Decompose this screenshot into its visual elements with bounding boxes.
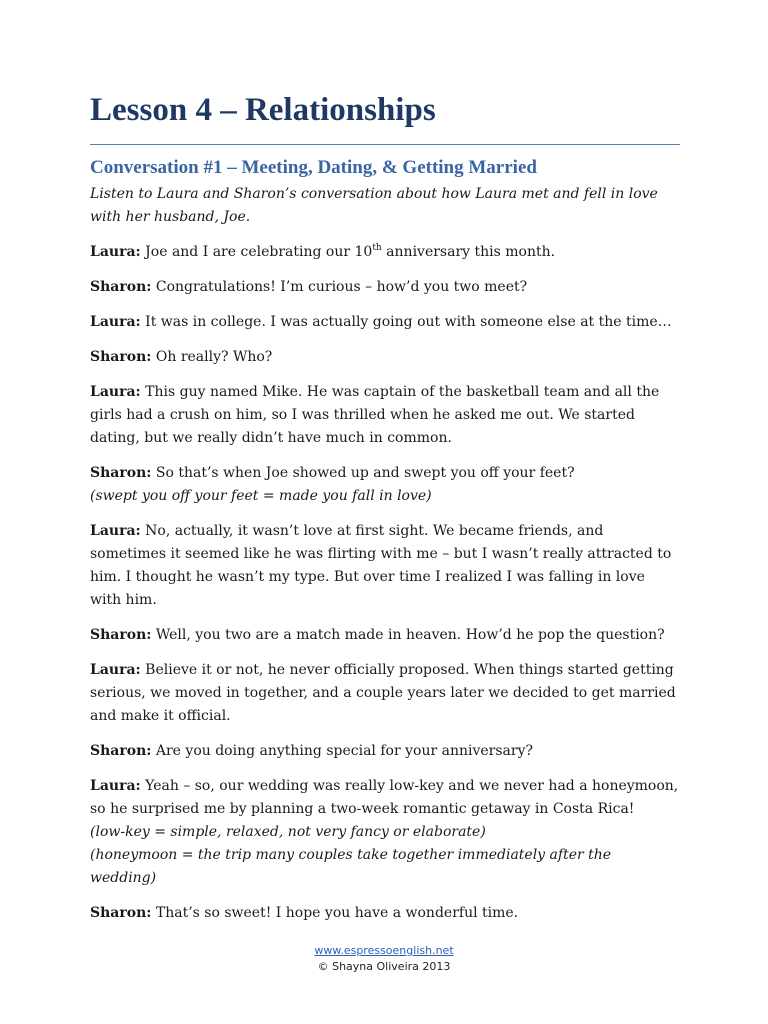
- dialogue-text: Yeah – so, our wedding was really low-key and we never had a honeymoon, so he surprised me by planning a two-week romantic getaway in Costa Rica!: [90, 778, 679, 817]
- dialogue-text: Congratulations! I’m curious – how’d you two meet?: [151, 279, 528, 295]
- speaker-label: Sharon:: [90, 905, 152, 921]
- speaker-label: Sharon:: [90, 279, 152, 295]
- lesson-title: Lesson 4 – Relationships: [90, 92, 436, 128]
- dialogue-line-4: [90, 346, 680, 369]
- dialogue-text: Are you doing anything special for your anniversary?: [151, 743, 533, 759]
- title-divider: [90, 144, 680, 145]
- dialogue-line-7: [90, 520, 680, 612]
- intro-text: Listen to Laura and Sharon’s conversation about how Laura met and fell in love with her husband, Joe.: [90, 186, 658, 225]
- speaker-label: Sharon:: [90, 743, 152, 759]
- dialogue-text: That’s so sweet! I hope you have a wonderful time.: [151, 905, 519, 921]
- speaker-label: Sharon:: [90, 349, 152, 365]
- dialogue-line-2: [90, 276, 680, 299]
- speaker-label: Laura:: [90, 384, 141, 400]
- speaker-label: Laura:: [90, 314, 141, 330]
- dialogue-line-9: [90, 659, 680, 728]
- ordinal-suffix: th: [372, 243, 382, 253]
- speaker-label: Laura:: [90, 778, 141, 794]
- dialogue-text: No, actually, it wasn’t love at first sight. We became friends, and sometimes it seemed like he was flirting with me – but I wasn’t really attracted to him. I thought he wasn’t my type. But over time I realized I was falling in love with him.: [90, 523, 672, 608]
- conversation-body: [90, 183, 680, 937]
- dialogue-line-10: [90, 740, 680, 763]
- dialogue-text: Oh really? Who?: [151, 349, 273, 365]
- speaker-label: Sharon:: [90, 465, 152, 481]
- vocabulary-gloss: (low-key = simple, relaxed, not very fancy or elaborate): [90, 824, 486, 840]
- dialogue-line-11: [90, 775, 680, 890]
- dialogue-line-6: [90, 462, 680, 508]
- dialogue-text: This guy named Mike. He was captain of the basketball team and all the girls had a crush on him, so I was thrilled when he asked me out. We started dating, but we really didn’t have much in common.: [90, 384, 660, 446]
- vocabulary-gloss: (swept you off your feet = made you fall in love): [90, 488, 432, 504]
- vocabulary-gloss: (honeymoon = the trip many couples take together immediately after the wedding): [90, 847, 612, 886]
- dialogue-text: It was in college. I was actually going out with someone else at the time…: [140, 314, 672, 330]
- speaker-label: Laura:: [90, 523, 141, 539]
- dialogue-text: Joe and I are celebrating our 10: [140, 244, 373, 260]
- dialogue-line-1: [90, 241, 680, 264]
- dialogue-line-3: [90, 311, 680, 334]
- dialogue-text: So that’s when Joe showed up and swept you off your feet?: [151, 465, 575, 481]
- dialogue-line-12: [90, 902, 680, 925]
- dialogue-text-after: anniversary this month.: [381, 244, 556, 260]
- dialogue-line-8: [90, 624, 680, 647]
- dialogue-text: Believe it or not, he never officially proposed. When things started getting serious, we moved in together, and a couple years later we decided to get married and make it official.: [90, 662, 676, 724]
- page-footer: [0, 943, 768, 975]
- speaker-label: Laura:: [90, 662, 141, 678]
- speaker-label: Laura:: [90, 244, 141, 260]
- speaker-label: Sharon:: [90, 627, 152, 643]
- dialogue-line-5: [90, 381, 680, 450]
- conversation-heading: Conversation #1 – Meeting, Dating, & Getting Married: [90, 157, 537, 178]
- website-link[interactable]: www.espressoenglish.net: [314, 944, 454, 957]
- copyright-notice: © Shayna Oliveira 2013: [317, 960, 451, 973]
- dialogue-text: Well, you two are a match made in heaven. How’d he pop the question?: [151, 627, 665, 643]
